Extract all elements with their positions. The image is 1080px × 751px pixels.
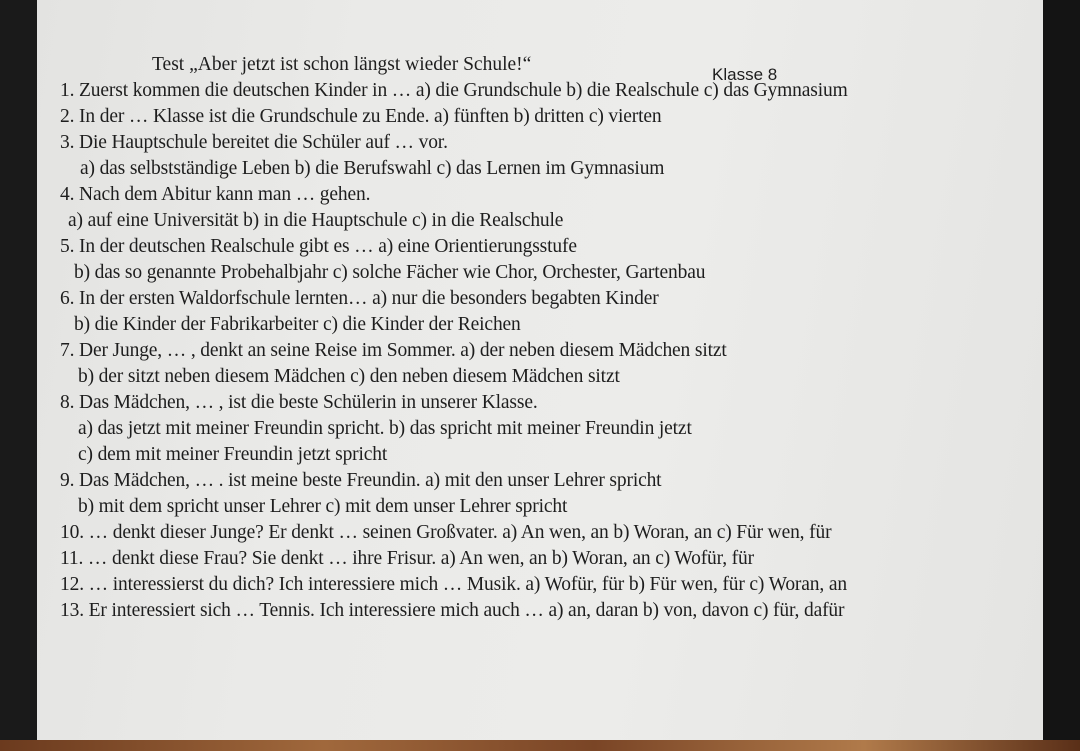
- question-2: 2. In der … Klasse ist die Grundschule zu Ende. a) fünften b) dritten c) vierten: [60, 106, 662, 127]
- worksheet-paper: [37, 0, 1043, 740]
- question-4-options: a) auf eine Universität b) in die Hauptschule c) in die Realschule: [68, 210, 564, 231]
- question-12: 12. … interessierst du dich? Ich interessiere mich … Musik. a) Wofür, für b) Für wen, für c) Woran, an: [60, 574, 847, 595]
- table-edge: [0, 740, 1080, 751]
- question-5-options: b) das so genannte Probehalbjahr c) solche Fächer wie Chor, Orchester, Gartenbau: [74, 262, 706, 283]
- question-10: 10. … denkt dieser Junge? Er denkt … seinen Großvater. a) An wen, an b) Woran, an c) Für wen, für: [60, 522, 832, 543]
- question-4: 4. Nach dem Abitur kann man … gehen.: [60, 184, 371, 205]
- question-6: 6. In der ersten Waldorfschule lernten… a) nur die besonders begabten Kinder: [60, 288, 659, 309]
- question-7: 7. Der Junge, … , denkt an seine Reise im Sommer. a) der neben diesem Mädchen sitzt: [60, 340, 727, 361]
- question-9-options: b) mit dem spricht unser Lehrer c) mit dem unser Lehrer spricht: [78, 496, 568, 517]
- question-8-options-ab: a) das jetzt mit meiner Freundin spricht. b) das spricht mit meiner Freundin jetzt: [78, 418, 692, 439]
- question-1: 1. Zuerst kommen die deutschen Kinder in … a) die Grundschule b) die Realschule c) das Gymnasium: [60, 80, 848, 101]
- worksheet-title: Test „Aber jetzt ist schon längst wieder Schule!“: [152, 54, 532, 75]
- question-11: 11. … denkt diese Frau? Sie denkt … ihre Frisur. a) An wen, an b) Woran, an c) Wofür, für: [60, 548, 754, 569]
- question-8-option-c: c) dem mit meiner Freundin jetzt spricht: [78, 444, 388, 465]
- question-9: 9. Das Mädchen, … . ist meine beste Freundin. a) mit den unser Lehrer spricht: [60, 470, 662, 491]
- question-8: 8. Das Mädchen, … , ist die beste Schülerin in unserer Klasse.: [60, 392, 538, 413]
- photo-right-edge: [1043, 0, 1080, 740]
- grade-label: Klasse 8: [712, 65, 778, 84]
- question-7-options: b) der sitzt neben diesem Mädchen c) den neben diesem Mädchen sitzt: [78, 366, 620, 387]
- question-5: 5. In der deutschen Realschule gibt es … a) eine Orientierungsstufe: [60, 236, 577, 257]
- question-6-options: b) die Kinder der Fabrikarbeiter c) die Kinder der Reichen: [74, 314, 521, 335]
- question-3-options: a) das selbstständige Leben b) die Berufswahl c) das Lernen im Gymnasium: [80, 158, 665, 179]
- question-3: 3. Die Hauptschule bereitet die Schüler auf … vor.: [60, 132, 448, 153]
- question-13: 13. Er interessiert sich … Tennis. Ich interessiere mich auch … a) an, daran b) von, davon c) für, dafür: [60, 600, 845, 621]
